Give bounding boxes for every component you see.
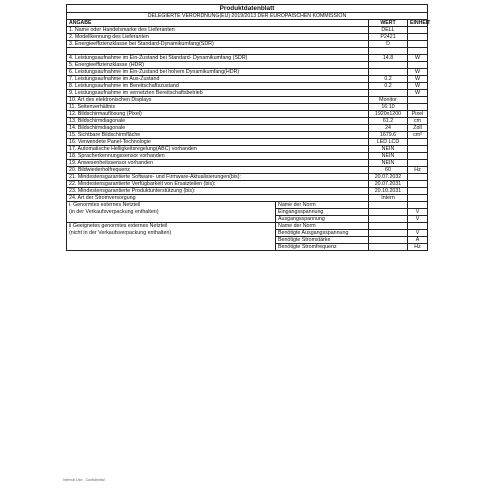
psu-field-unit: A xyxy=(408,237,428,244)
row-unit: W xyxy=(408,83,428,90)
row-value xyxy=(369,69,408,76)
psu-field-unit xyxy=(408,223,428,230)
psu-field-value xyxy=(369,223,408,230)
row-unit: Hz xyxy=(408,167,428,174)
psu-row xyxy=(67,237,428,244)
table-row xyxy=(67,160,428,167)
row-unit: W xyxy=(408,90,428,97)
row-unit xyxy=(408,153,428,160)
row-unit xyxy=(408,62,428,69)
table-row xyxy=(67,76,428,83)
psu-row xyxy=(67,209,428,216)
psu-label xyxy=(67,244,276,251)
row-value: Monitor xyxy=(369,97,408,104)
row-value: P2421 xyxy=(369,34,408,41)
table-row xyxy=(67,55,428,62)
row-unit: Zoll xyxy=(408,125,428,132)
psu-field-name: Name der Norm xyxy=(276,202,369,209)
row-label: 6. Leistungsaufnahme im Ein-Zustand bei hohem Dynamikumfang(HDR) xyxy=(67,69,369,76)
psu-field-unit: Hz xyxy=(408,244,428,251)
row-label: 18. Spracherkennungssensor vorhanden xyxy=(67,153,369,160)
table-row xyxy=(67,167,428,174)
row-label: 15. Sichtbare Bildschirmfläche xyxy=(67,132,369,139)
psu-field-unit: V xyxy=(408,216,428,223)
row-value: D xyxy=(369,41,408,48)
row-label: 10. Art des elektronischen Displays xyxy=(67,97,369,104)
psu-field-value xyxy=(369,202,408,209)
data-table xyxy=(66,4,431,251)
psu-field-name: Benötigte Stromstärke xyxy=(276,237,369,244)
table-row xyxy=(67,41,428,48)
psu-row xyxy=(67,223,428,230)
table-row xyxy=(67,62,428,69)
column-header-value: WERT xyxy=(369,20,408,27)
row-value: NEIN xyxy=(369,146,408,153)
psu-row xyxy=(67,202,428,209)
row-label: 12. Bildschirmauflösung (Pixel) xyxy=(67,111,369,118)
table-row xyxy=(67,132,428,139)
row-value: 20.10.2031 xyxy=(369,188,408,195)
psu-field-name: Name der Norm xyxy=(276,223,369,230)
row-value xyxy=(369,62,408,69)
row-value: 0.2 xyxy=(369,83,408,90)
psu-label: i. Genormtes externes Netzteil xyxy=(67,202,276,209)
row-unit: cm xyxy=(408,118,428,125)
row-label: 21. Mindestensgarantierte Software- und Firmware-Aktualisierungen(bis): xyxy=(67,174,369,181)
row-value: 20.07.2031 xyxy=(369,181,408,188)
psu-field-value xyxy=(369,216,408,223)
table-row xyxy=(67,188,428,195)
row-label: 20. Bildwiederholfrequenz xyxy=(67,167,369,174)
sheet-title: Produktdatenblatt xyxy=(67,5,428,13)
row-value: DELL xyxy=(369,27,408,34)
row-unit: W xyxy=(408,76,428,83)
table-row xyxy=(67,139,428,146)
row-value: LED LCD xyxy=(369,139,408,146)
psu-label: (in der Verkaufsverpackung enthalten) xyxy=(67,209,276,216)
column-header-unit: EINHEIT xyxy=(408,20,428,27)
row-unit: W xyxy=(408,55,428,62)
psu-field-unit: V xyxy=(408,230,428,237)
row-label: 24. Art der Stromversorgung xyxy=(67,195,369,202)
row-value: 1679.6 xyxy=(369,132,408,139)
row-unit xyxy=(408,188,428,195)
row-value: 24 xyxy=(369,125,408,132)
table-row xyxy=(67,153,428,160)
table-row xyxy=(67,146,428,153)
row-label: 4. Leistungsaufnahme im Ein-Zustand bei Standard- Dynamikumfang (SDR) xyxy=(67,55,369,62)
column-header-label: ANGABE xyxy=(67,20,369,27)
row-label: 17. Automatische Helligkeitsregelung(ABC) vorhanden xyxy=(67,146,369,153)
row-unit: Pixel xyxy=(408,111,428,118)
row-value: 0.2 xyxy=(369,76,408,83)
psu-field-value xyxy=(369,237,408,244)
table-row xyxy=(67,174,428,181)
psu-field-value xyxy=(369,244,408,251)
psu-label xyxy=(67,237,276,244)
row-label: 3. Energieeffizienzklasse bei Standard-Dynamikumfang(SDR) xyxy=(67,41,369,48)
row-unit xyxy=(408,181,428,188)
psu-label: ii Geeignetes genormtes externes Netzteil xyxy=(67,223,276,230)
row-label: 1. Name oder Handelsmarke des Lieferanten xyxy=(67,27,369,34)
row-unit xyxy=(408,97,428,104)
psu-label xyxy=(67,216,276,223)
row-unit: W xyxy=(408,69,428,76)
table-row xyxy=(67,34,428,41)
psu-field-name: Eingangsspannung xyxy=(276,209,369,216)
row-unit xyxy=(408,104,428,111)
row-label: 23. Mindestensgarantierte Produktunterstützung (bis): xyxy=(67,188,369,195)
row-label: 9. Leistungsaufnahme im vernetzten Bereitschaftsbetrieb xyxy=(67,90,369,97)
product-data-sheet xyxy=(66,4,431,251)
table-row xyxy=(67,181,428,188)
row-unit xyxy=(408,41,428,48)
row-unit xyxy=(408,48,428,55)
confidentiality-footer: Internal Use - Confidential xyxy=(63,478,105,482)
row-label: 8. Leistungsaufnahme im Bereitschaftszustand xyxy=(67,83,369,90)
row-unit xyxy=(408,146,428,153)
psu-field-value xyxy=(369,230,408,237)
row-value: 20.07.2032 xyxy=(369,174,408,181)
table-row xyxy=(67,90,428,97)
row-value: NEIN xyxy=(369,160,408,167)
row-label: 14. Bildschirmdiagonale xyxy=(67,125,369,132)
row-unit xyxy=(408,160,428,167)
row-label: 13. Bildschirmdiagonale xyxy=(67,118,369,125)
row-unit xyxy=(408,139,428,146)
psu-field-unit xyxy=(408,202,428,209)
table-row xyxy=(67,195,428,202)
row-value: 61.2 xyxy=(369,118,408,125)
psu-field-value xyxy=(369,209,408,216)
row-value: 1920x1200 xyxy=(369,111,408,118)
table-row xyxy=(67,69,428,76)
psu-field-name: Benötigte Stromfrequenz xyxy=(276,244,369,251)
psu-row xyxy=(67,216,428,223)
table-row xyxy=(67,125,428,132)
psu-field-name: Benötigte Ausgangsspannung xyxy=(276,230,369,237)
row-value: 14.8 xyxy=(369,55,408,62)
row-label: 5. Energieeffizienzklasse (HDR) xyxy=(67,62,369,69)
row-label: 19. Anwesenheitssensor vorhanden xyxy=(67,160,369,167)
psu-row xyxy=(67,244,428,251)
row-value xyxy=(369,90,408,97)
row-value: 60 xyxy=(369,167,408,174)
table-row xyxy=(67,118,428,125)
table-row xyxy=(67,111,428,118)
table-row xyxy=(67,48,428,55)
row-value: Intern xyxy=(369,195,408,202)
row-unit xyxy=(408,195,428,202)
psu-row xyxy=(67,230,428,237)
row-label: 2. Modellkennung des Lieferanten xyxy=(67,34,369,41)
row-label xyxy=(67,48,369,55)
table-row xyxy=(67,97,428,104)
row-value: NEIN xyxy=(369,153,408,160)
row-value: 16:10 xyxy=(369,104,408,111)
row-label: 22. Mindestensgarantierte Verfügbarkeit von Ersatzteilen (bis): xyxy=(67,181,369,188)
table-row xyxy=(67,104,428,111)
psu-field-unit: V xyxy=(408,209,428,216)
psu-label: (nicht in der Verkaufsverpackung enthalten) xyxy=(67,230,276,237)
row-unit xyxy=(408,174,428,181)
table-row xyxy=(67,83,428,90)
row-label: 16. Verwendete Panel-Technologie xyxy=(67,139,369,146)
psu-field-name: Ausgangsspannung xyxy=(276,216,369,223)
row-unit xyxy=(408,34,428,41)
row-label: 7. Leistungsaufnahme im Aus-Zustand xyxy=(67,76,369,83)
row-unit: cm² xyxy=(408,132,428,139)
row-unit xyxy=(408,27,428,34)
regulation-subtitle: DELEGIERTE VERORDNUNG(EU) 2019/2013 DER EUROPAISCHEN KOMMISSION xyxy=(67,13,428,20)
table-row xyxy=(67,27,428,34)
row-label: 11. Seitenverhältnis xyxy=(67,104,369,111)
row-value xyxy=(369,48,408,55)
